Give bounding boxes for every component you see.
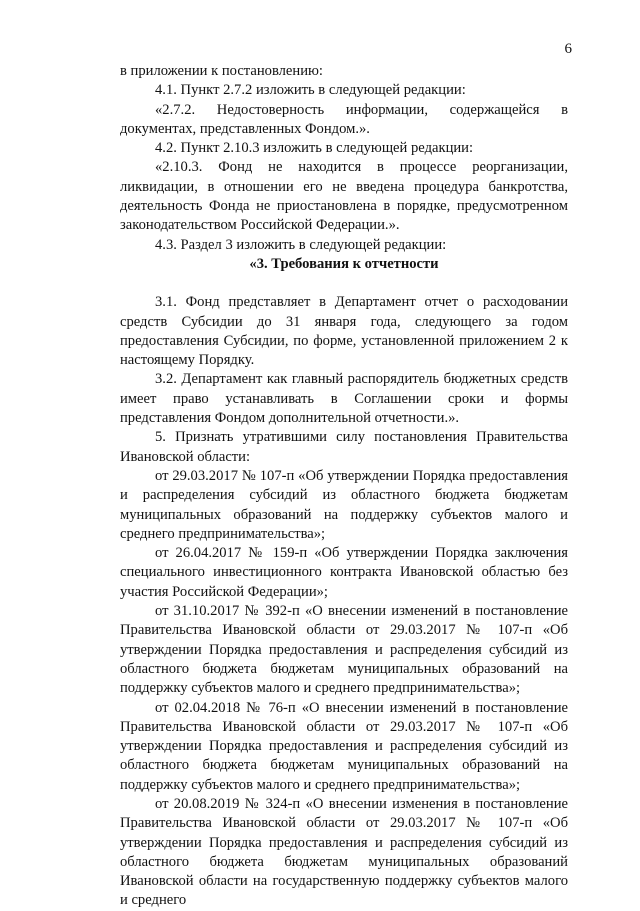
paragraph: 4.1. Пункт 2.7.2 изложить в следующей редакции: — [155, 82, 466, 99]
blank-line — [120, 274, 568, 293]
section-heading: «3. Требования к отчетности — [249, 255, 439, 272]
paragraph: 4.2. Пункт 2.10.3 изложить в следующей редакции: — [155, 140, 474, 157]
paragraph: от 20.08.2019 № 324-п «О внесении изменения в постановление Правительства Ивановской области от 29.03.2017 № 107-п «Об утверждении Порядка предоставления и распределения субсидий из областного бюджета бюджетам муниципальных образований Ивановской области на государственную поддержку субъектов малого и среднего — [120, 795, 568, 909]
paragraph: «2.7.2. Недостоверность информации, содержащейся в документах, представленных Фондом.». — [120, 101, 568, 137]
document-body — [120, 62, 568, 911]
paragraph: 5. Признать утратившими силу постановления Правительства Ивановской области: — [120, 429, 568, 465]
paragraph: от 31.10.2017 № 392-п «О внесении изменений в постановление Правительства Ивановской области от 29.03.2017 № 107-п «Об утверждении Порядка предоставления и распределения субсидий из областного бюджета бюджетам муниципальных образований на поддержку субъектов малого и среднего предпринимательства»; — [120, 603, 568, 697]
paragraph: 3.1. Фонд представляет в Департамент отчет о расходовании средств Субсидии до 31 января года, следующего за годом предоставления Субсидии, по форме, установленной приложением 2 к настоящему Порядку. — [120, 294, 568, 369]
paragraph: «2.10.3. Фонд не находится в процессе реорганизации, ликвидации, в отношении его не введена процедура банкротства, деятельность Фонда не приостановлена в порядке, предусмотренном законодательством Российской Федерации.». — [120, 159, 568, 234]
paragraph: от 26.04.2017 № 159-п «Об утверждении Порядка заключения специального инвестиционного контракта Ивановской областью без участия Российской Федерации»; — [120, 545, 568, 600]
paragraph: 4.3. Раздел 3 изложить в следующей редакции: — [155, 236, 447, 253]
paragraph: в приложении к постановлению: — [120, 63, 323, 79]
page-number: 6 — [564, 41, 572, 57]
paragraph: от 02.04.2018 № 76-п «О внесении изменений в постановление Правительства Ивановской области от 29.03.2017 № 107-п «Об утверждении Порядка предоставления и распределения субсидий из областного бюджета бюджетам муниципальных образований на поддержку субъектов малого и среднего предпринимательства»; — [120, 699, 568, 793]
paragraph: 3.2. Департамент как главный распорядитель бюджетных средств имеет право устанавливать в Соглашении сроки и формы представления Фондом дополнительной отчетности.». — [120, 371, 568, 427]
paragraph: от 29.03.2017 № 107-п «Об утверждении Порядка предоставления и распределения субсидий из областного бюджета бюджетам муниципальных образований на поддержку субъектов малого и среднего предпринимательства»; — [120, 467, 568, 542]
